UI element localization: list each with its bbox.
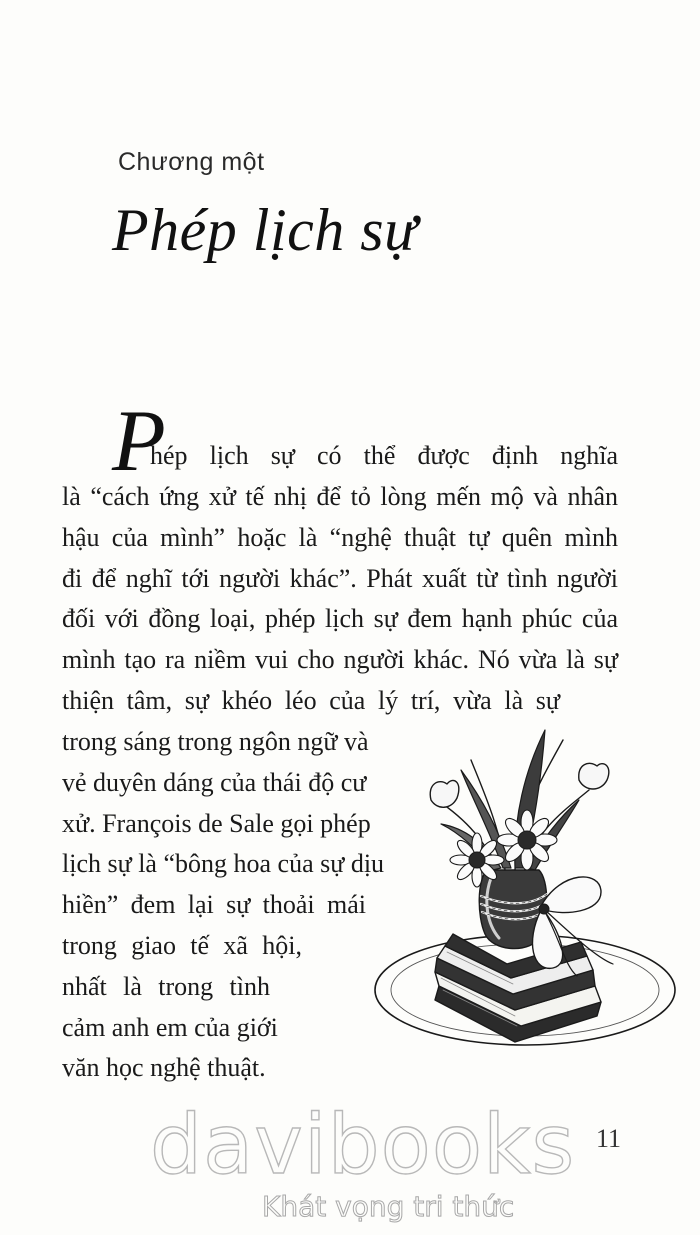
paragraph-line: hép lịch sự có thể được định nghĩa	[150, 441, 618, 470]
page-number: 11	[596, 1124, 622, 1153]
chapter-label: Chương một	[118, 148, 265, 176]
paragraph-line: cảm anh em của giới	[62, 1012, 278, 1042]
paragraph-line: xử. François de Sale gọi phép	[62, 808, 371, 838]
paragraph-line: đi để nghĩ tới người khác”. Phát xuất từ tình người	[62, 563, 618, 593]
books-vase-illustration	[365, 720, 685, 1060]
paragraph-line: trong sáng trong ngôn ngữ và	[62, 727, 369, 756]
drop-cap: P	[112, 393, 166, 490]
chapter-title: Phép lịch sự	[112, 197, 418, 263]
paragraph-line: đối với đồng loại, phép lịch sự đem hạnh phúc của	[62, 604, 618, 634]
paragraph-line: hiền” đem lại sự thoải mái	[62, 890, 366, 920]
paragraph-line: là “cách ứng xử tế nhị để tỏ lòng mến mộ và nhân	[62, 482, 618, 511]
paragraph-line: thiện tâm, sự khéo léo của lý trí, vừa là sự	[62, 686, 560, 715]
paragraph-line: văn học nghệ thuật.	[62, 1053, 266, 1083]
paragraph-line: nhất là trong tình	[62, 971, 270, 1001]
watermark-tagline: Khát vọng tri thức	[262, 1190, 515, 1223]
watermark-brand: davibooks	[150, 1098, 576, 1193]
paragraph-wrapped	[62, 722, 385, 1089]
paragraph-full-width	[62, 477, 618, 681]
paragraph-line: vẻ duyên dáng của thái độ cư	[62, 767, 367, 797]
paragraph-line: mình tạo ra niềm vui cho người khác. Nó vừa là sự	[62, 645, 618, 675]
paragraph-line: trong giao tế xã hội,	[62, 930, 302, 960]
paragraph-line: hậu của mình” hoặc là “nghệ thuật tự quên mình	[62, 522, 618, 552]
paragraph-line: lịch sự là “bông hoa của sự dịu	[62, 849, 385, 879]
